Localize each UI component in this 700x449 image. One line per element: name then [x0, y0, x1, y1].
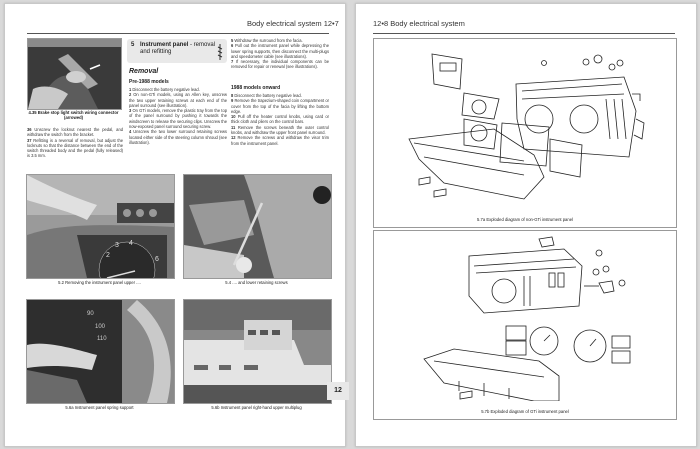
page-header: 12•8 Body electrical system: [373, 19, 465, 28]
wrench-icon: [217, 44, 223, 60]
left-page: [4, 3, 346, 447]
caption-5-7b: 5.7b Exploded diagram of GTi instrument panel: [481, 409, 569, 414]
section-number: 5: [131, 42, 135, 48]
header-rule: [27, 33, 329, 34]
step-text: Unscrew the locknut nearest the pedal, and withdraw the switch from the bracket.: [27, 127, 123, 138]
step-num: 36: [27, 127, 32, 132]
photo-5-6a: [26, 299, 175, 404]
photo-brake-switch: [27, 38, 122, 110]
photo-brake-switch-image: [28, 39, 121, 109]
svg-text:2: 2: [106, 252, 110, 259]
svg-text:3: 3: [115, 242, 119, 249]
right-column-text: 5 Withdraw the surround from the facia. 6 Pull out the instrument panel while depressing the lower spring supports, then disconnect the multi-plugs and speedometer cable (see illustrations). 7 If necessary, the individual components can be removed for repair or renewal (see illustrations).: [231, 38, 330, 70]
svg-text:110: 110: [97, 336, 107, 342]
svg-text:6: 6: [155, 256, 159, 263]
caption-5-2: 5.2 Removing the instrument panel upper ....: [58, 280, 141, 285]
caption-4-35: 4.35 Brake stop light switch wiring connector (arrowed): [28, 110, 119, 120]
step-text: Refitting is a reversal of removal, but adjust the locknuts so that the distance between the end of the switch threaded body and the pedal (fully released) is 3.5 mm.: [27, 137, 124, 159]
caption-5-6b: 5.6b Instrument panel right-hand upper multiplug: [211, 405, 302, 410]
figure-5-7b: [373, 230, 677, 420]
pre1988-heading: Pre-1988 models: [129, 79, 169, 85]
caption-5-4: 5.4 .... and lower retaining screws: [225, 280, 288, 285]
heading-1988-onward: 1988 models onward: [231, 85, 281, 91]
left-column-text: [27, 127, 123, 159]
exploded-diagram-non-gti: [374, 39, 676, 209]
photo-5-6b: [183, 299, 332, 404]
caption-5-7a: 5.7a Exploded diagram of non-GTi instrument panel: [477, 217, 573, 222]
removal-heading: Removal: [129, 68, 159, 75]
exploded-diagram-gti: [374, 231, 676, 401]
right-page: [355, 3, 697, 447]
photo-5-2: [26, 174, 175, 279]
chapter-tab: 12: [327, 382, 349, 400]
figure-5-7a: [373, 38, 677, 228]
right-column-text-2: 8 Disconnect the battery negative lead. 9 Remove the trapezium-shaped coin compartment or cover from the top of the facia by lifting the bottom edge. 10 Pull off the heater control knobs, using card or thick cloth and pliers on the control bars. 11 Remove the screws beneath the outer control knobs, and withdraw the upper front panel surround. 12 Remove the screws and withdraw the visor trim from the instrument panel.: [231, 93, 329, 146]
step-num: 37: [27, 137, 32, 143]
caption-5-6a: 5.6a Instrument panel spring support: [65, 405, 134, 410]
page-header: Body electrical system 12•7: [247, 19, 339, 28]
svg-text:100: 100: [95, 324, 106, 330]
svg-text:90: 90: [87, 311, 94, 317]
middle-column-text: 1 Disconnect the battery negative lead. 2 On non-GTi models, using an Allen key, unscrew the two upper retaining screws at each end of the panel surround (see illustration). 3 On GTi models, remove the plastic tray from the top of the panel surround by pushing it towards the windscreen to release the securing clips. Unscrew the now-exposed panel surround securing screw. 4 Unscrew the two lower surround retaining screws located either side of the steering column shroud (see illustration).: [129, 87, 228, 145]
photo-5-4: [183, 174, 332, 279]
svg-text:4: 4: [129, 240, 133, 247]
header-rule: [373, 33, 675, 34]
section-title: Instrument panel - removal and refitting: [140, 42, 216, 55]
